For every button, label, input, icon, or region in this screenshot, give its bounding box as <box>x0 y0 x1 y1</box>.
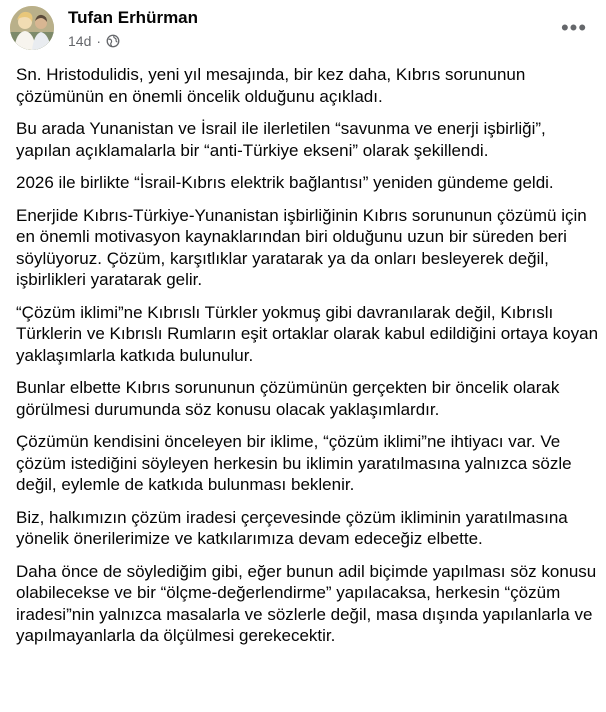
meta-separator: · <box>96 33 102 49</box>
post-paragraph: Çözümün kendisini önceleyen bir iklime, “çözüm iklimi”ne ihtiyacı var. Ve çözüm istediğini söyleyen herkesin bu iklimin yaratılmasına yalnızca sözle değil, eylemle de katkıda bulunması beklenir. <box>16 432 572 494</box>
globe-icon[interactable] <box>106 34 120 48</box>
post-timestamp[interactable]: 14d <box>68 33 92 49</box>
post-paragraph: Biz, halkımızın çözüm iradesi çerçevesinde çözüm ikliminin yaratılmasına yönelik önerilerimize ve katkılarımıza devam edeceğiz elbette. <box>16 507 568 548</box>
avatar[interactable] <box>10 6 54 50</box>
post-paragraph: “Çözüm iklimi”ne Kıbrıslı Türkler yokmuş gibi davranılarak değil, Kıbrıslı Türklerin ve Kıbrıslı Rumların eşit ortaklar olarak kabul edildiğini ortaya koyan yaklaşımlarla katkıda bulunulur. <box>16 302 599 365</box>
post-paragraph: Bunlar elbette Kıbrıs sorununun çözümünün gerçekten bir öncelik olarak görülmesi durumunda söz konusu olacak yaklaşımlardır. <box>16 378 560 419</box>
more-options-button[interactable] <box>558 14 590 42</box>
post-header <box>10 6 596 54</box>
post-paragraph: Enerjide Kıbrıs-Türkiye-Yunanistan işbirliğinin Kıbrıs sorununun çözümü için en önemli motivasyon kaynaklarından biri olduğunu uzun bir süreden beri söylüyoruz. Çözüm, karşıtlıklar yaratarak ya da onları besleyerek değil, işbirlikleri yaratarak gelir. <box>16 205 587 289</box>
author-name[interactable]: Tufan Erhürman <box>68 8 199 27</box>
post-paragraph: 2026 ile birlikte “İsrail-Kıbrıs elektrik bağlantısı” yeniden gündeme geldi. <box>16 173 554 192</box>
avatar-image <box>10 6 54 50</box>
post-body <box>16 64 600 658</box>
post-paragraph: Daha önce de söylediğim gibi, eğer bunun adil biçimde yapılması söz konusu olabilecekse ve bir “ölçme-değerlendirme” yapılacaksa, herkesin “çözüm iradesi”nin yalnızca masalarla ve sözlerle değil, masa dışında yapılanlarla ve yapılmayanlarla da ölçülmesi gerekecektir. <box>16 561 597 645</box>
post-paragraph: Bu arada Yunanistan ve İsrail ile ilerletilen “savunma ve enerji işbirliği”, yapılan açıklamalarla bir “anti-Türkiye ekseni” olarak şekillendi. <box>16 119 546 160</box>
post-meta <box>68 33 120 49</box>
post-paragraph: Sn. Hristodulidis, yeni yıl mesajında, bir kez daha, Kıbrıs sorununun çözümünün en önemli öncelik olduğunu açıkladı. <box>16 65 526 106</box>
more-horizontal-icon: ••• <box>560 15 588 40</box>
